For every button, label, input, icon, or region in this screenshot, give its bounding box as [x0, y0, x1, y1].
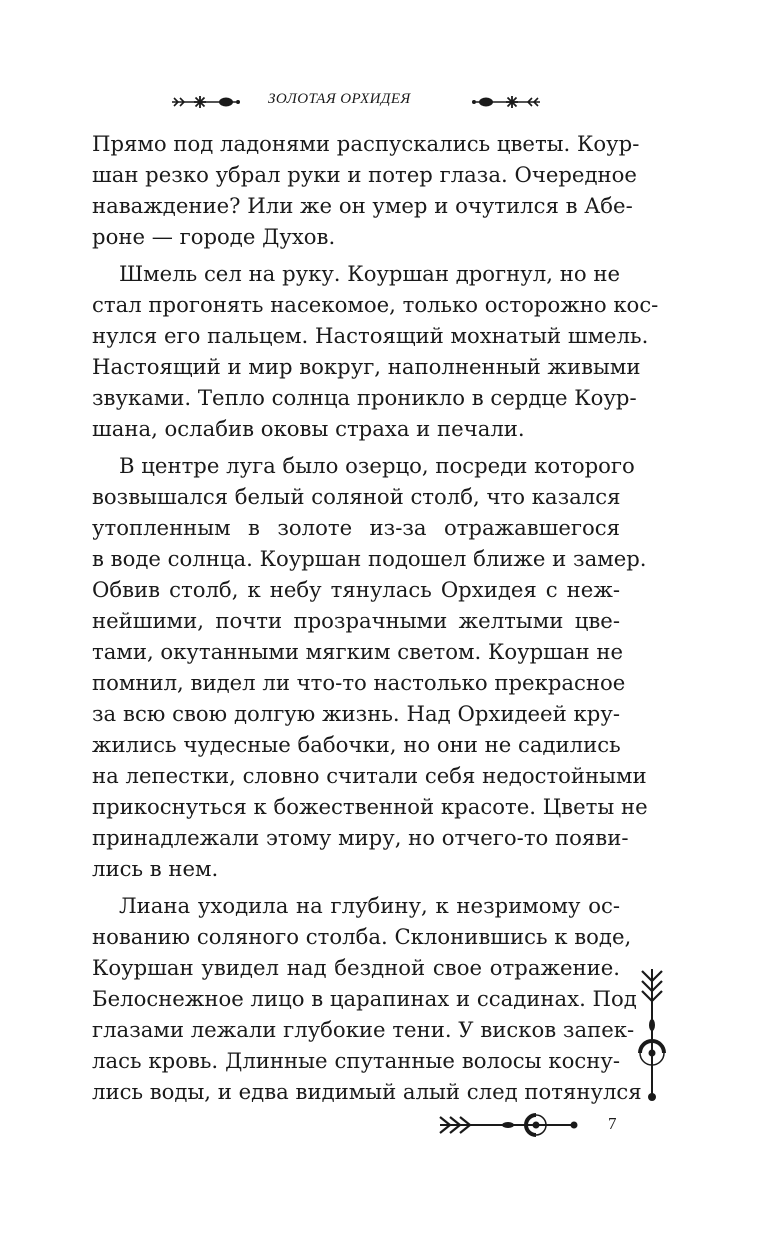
text-line: Белоснежное лицо в царапинах и ссадинах. Под — [92, 986, 637, 1011]
body-text — [92, 128, 659, 1113]
text-line: нулся его пальцем. Настоящий мохнатый шмель. — [92, 323, 649, 348]
text-line: в воде солнца. Коуршан подошел ближе и замер. — [92, 546, 647, 571]
running-header — [0, 86, 768, 118]
left-ornament-icon — [170, 92, 242, 112]
text-line: Коуршан увидел над бездной свое отражение. — [92, 955, 620, 980]
text-line: возвышался белый соляной столб, что казался — [92, 484, 621, 509]
text-line: В центре луга было озерцо, посреди которого — [119, 453, 635, 478]
text-line: звуками. Тепло солнца проникло в сердце Коур- — [92, 385, 637, 410]
text-line: за всю свою долгую жизнь. Над Орхидеей кру- — [92, 701, 620, 726]
side-arrow-moon-ornament-icon — [630, 965, 674, 1105]
text-line: помнил, видел ли что-то настолько прекрасное — [92, 670, 626, 695]
text-line: Лиана уходила на глубину, к незримому ос- — [119, 893, 620, 918]
paragraph — [92, 450, 648, 884]
right-ornament-icon — [470, 92, 542, 112]
text-line: лась кровь. Длинные спутанные волосы косну- — [92, 1048, 620, 1073]
text-line: Настоящий и мир вокруг, наполненный живыми — [92, 354, 641, 379]
text-line: Обвив столб, к небу тянулась Орхидея с неж- — [92, 577, 620, 602]
text-line: жились чудесные бабочки, но они не садились — [92, 732, 621, 757]
paragraph — [92, 258, 659, 444]
text-line: утопленным в золоте из-за отражавшегося — [92, 515, 620, 540]
text-line: шана, ослабив оковы страха и печали. — [92, 416, 525, 441]
page-footer — [0, 1100, 768, 1160]
running-title: ЗОЛОТАЯ ОРХИДЕЯ — [268, 91, 411, 107]
paragraph — [92, 890, 642, 1107]
text-line: шан резко убрал руки и потер глаза. Очередное — [92, 162, 637, 187]
text-line: принадлежали этому миру, но отчего-то появи- — [92, 825, 629, 850]
text-line: Шмель сел на руку. Коуршан дрогнул, но не — [119, 261, 620, 286]
text-line: нованию соляного столба. Склонившись к воде, — [92, 924, 632, 949]
text-line: лись воды, и едва видимый алый след потянулся — [92, 1079, 642, 1104]
footer-arrow-moon-ornament-icon — [436, 1112, 580, 1140]
text-line: наваждение? Или же он умер и очутился в Абе- — [92, 193, 633, 218]
text-line: Прямо под ладонями распускались цветы. Коур- — [92, 131, 640, 156]
text-line: роне — городе Духов. — [92, 224, 336, 249]
text-line: на лепестки, словно считали себя недостойными — [92, 763, 647, 788]
text-line: нейшими, почти прозрачными желтыми цве- — [92, 608, 620, 633]
page-number: 7 — [608, 1114, 617, 1133]
paragraph — [92, 128, 640, 252]
text-line: прикоснуться к божественной красоте. Цветы не — [92, 794, 648, 819]
text-line: лись в нем. — [92, 856, 219, 881]
text-line: тами, окутанными мягким светом. Коуршан не — [92, 639, 624, 664]
text-line: стал прогонять насекомое, только осторожно кос- — [92, 292, 659, 317]
text-line: глазами лежали глубокие тени. У висков запек- — [92, 1017, 635, 1042]
